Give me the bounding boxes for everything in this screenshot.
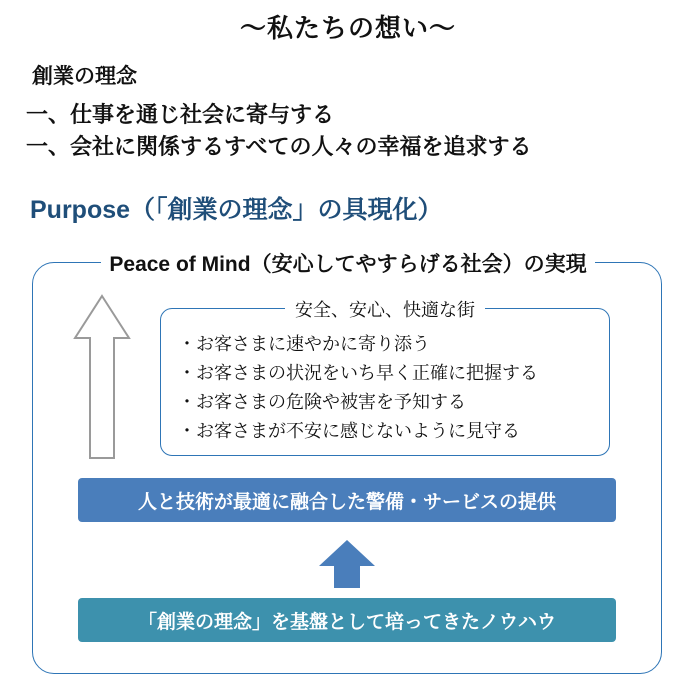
philosophy-line: 一、会社に関係するすべての人々の幸福を追求する <box>26 133 532 159</box>
philosophy-line-list <box>26 99 676 163</box>
inner-box-label-text: 安全、安心、快適な街 <box>285 300 485 320</box>
bullet-item: ・お客さまの状況をいち早く正確に把握する <box>178 363 538 384</box>
frame-label-text: Peace of Mind（安心してやすらげる社会）の実現 <box>101 253 594 276</box>
inner-box-label <box>160 296 610 322</box>
bullet-item: ・お客さまに速やかに寄り添う <box>178 334 430 354</box>
knowhow-bar: 「創業の理念」を基盤として培ってきたノウハウ <box>78 598 616 642</box>
bullet-list <box>178 330 598 447</box>
upward-filled-arrow-icon <box>318 540 376 588</box>
page-title: 〜私たちの想い〜 <box>239 13 456 43</box>
philosophy-line: 一、仕事を通じ社会に寄与する <box>26 102 335 127</box>
upward-outline-arrow-icon <box>72 292 132 462</box>
frame-label <box>0 248 696 278</box>
service-bar: 人と技術が最適に融合した警備・サービスの提供 <box>78 478 616 522</box>
bullet-item: ・お客さまの危険や被害を予知する <box>178 392 466 413</box>
philosophy-heading: 創業の理念 <box>32 65 137 88</box>
bullet-item: ・お客さまが不安に感じないように見守る <box>178 421 520 442</box>
purpose-heading: Purpose（「創業の理念」の具現化） <box>30 196 443 224</box>
